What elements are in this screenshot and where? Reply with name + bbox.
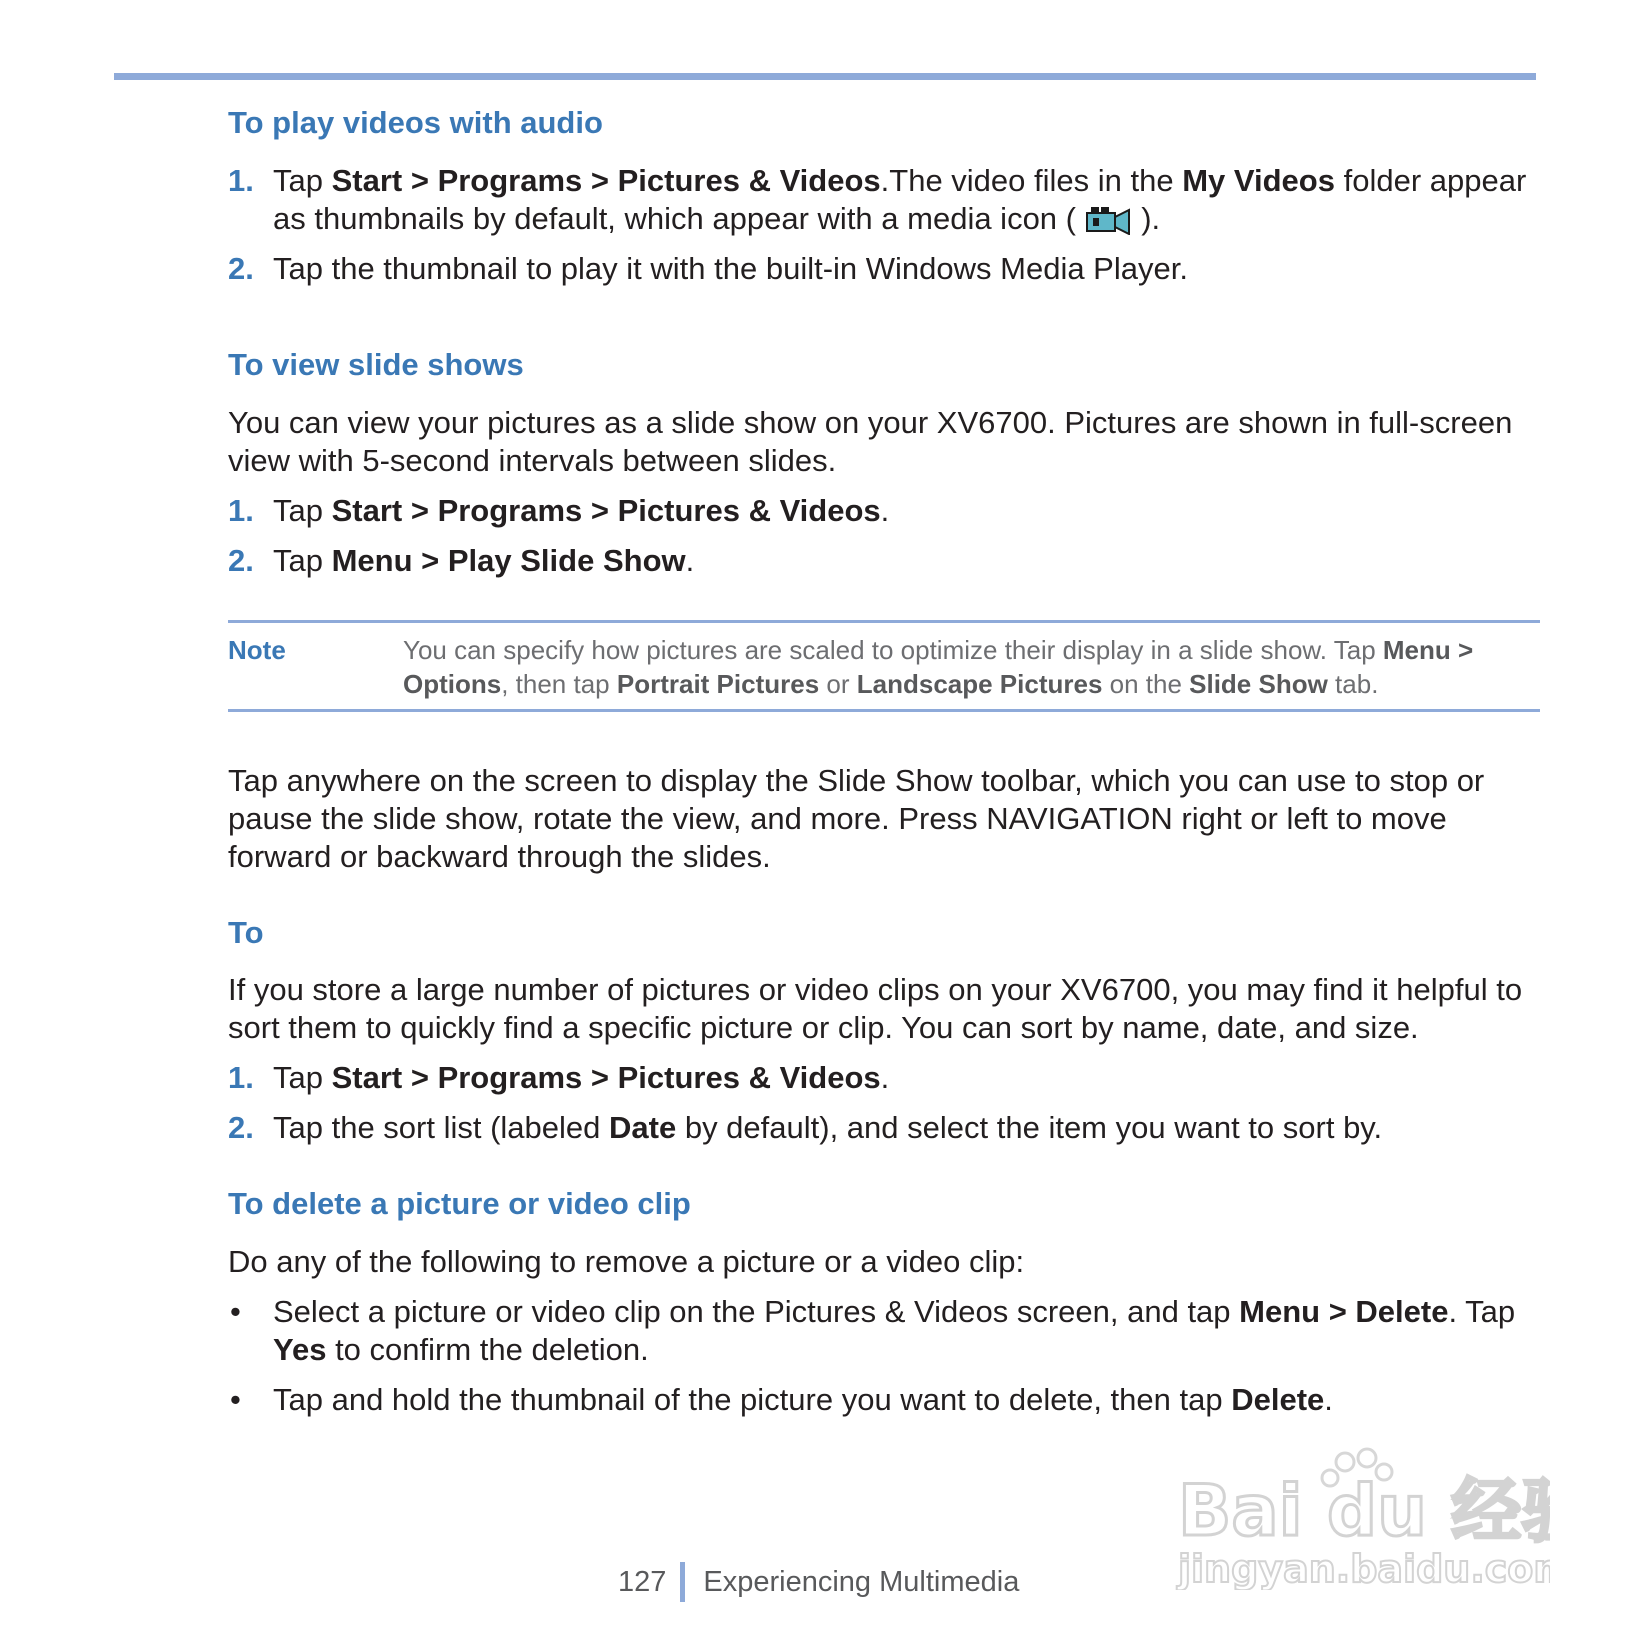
heading-delete: To delete a picture or video clip	[228, 1186, 691, 1222]
svg-text:jingyan.baidu.com: jingyan.baidu.com	[1178, 1547, 1550, 1590]
step-number: 1.	[228, 492, 254, 528]
list-item: 1. Tap Start > Programs > Pictures & Videos.	[228, 492, 890, 528]
step-number: 1.	[228, 162, 254, 198]
note-box	[228, 620, 1540, 712]
note-label: Note	[228, 634, 286, 665]
list-item: 1. Tap Start > Programs > Pictures & Videos.The video files in the My Videos folder appear as thumbnails by default, which appear with a media icon ( ).	[228, 162, 1527, 236]
delete-intro: Do any of the following to remove a picture or a video clip:	[228, 1244, 1025, 1280]
slide-shows-steps	[228, 492, 1540, 580]
page-number: 127	[618, 1565, 667, 1598]
page-footer	[618, 1562, 1019, 1602]
list-item: 2. Tap Menu > Play Slide Show.	[228, 542, 695, 578]
footer-divider	[680, 1562, 685, 1602]
step-number: 2.	[228, 542, 254, 578]
chapter-title: Experiencing Multimedia	[703, 1565, 1020, 1598]
delete-bullets	[228, 1293, 1540, 1419]
page-content	[228, 104, 1540, 1431]
bullet: •	[230, 1294, 241, 1330]
heading-sort: To	[228, 914, 264, 950]
list-item: 2. Tap the thumbnail to play it with the built-in Windows Media Player.	[228, 250, 1188, 286]
heading-slide-shows: To view slide shows	[228, 346, 524, 382]
media-icon	[1085, 205, 1133, 235]
top-rule	[114, 73, 1536, 80]
sort-intro: If you store a large number of pictures or video clips on your XV6700, you may find it helpful to sort them to quickly find a specific picture or clip. You can sort by name, date, and size.	[228, 972, 1523, 1046]
step-number: 2.	[228, 250, 254, 286]
heading-play-videos: To play videos with audio	[228, 105, 603, 140]
step-number: 2.	[228, 1110, 254, 1146]
slide-shows-intro: You can view your pictures as a slide show on your XV6700. Pictures are shown in full-screen view with 5-second intervals between slides.	[228, 404, 1513, 478]
step-number: 1.	[228, 1060, 254, 1096]
svg-text:Bai du 经验: Bai du 经验	[1178, 1470, 1550, 1552]
watermark-logo	[1170, 1440, 1550, 1595]
sort-steps	[228, 1059, 1540, 1147]
bullet: •	[230, 1382, 241, 1418]
list-item: 2. Tap the sort list (labeled Date by default), and select the item you want to sort by.	[228, 1110, 1383, 1146]
play-videos-steps	[228, 162, 1540, 288]
note-text: You can specify how pictures are scaled to optimize their display in a slide show. Tap Menu > Options, then tap Portrait Pictures or Landscape Pictures on the Slide Show tab.	[403, 634, 1474, 699]
list-item: • Select a picture or video clip on the Pictures & Videos screen, and tap Menu > Delete. Tap Yes to confirm the deletion.	[230, 1294, 1516, 1368]
toolbar-paragraph: Tap anywhere on the screen to display the Slide Show toolbar, which you can use to stop or pause the slide show, rotate the view, and more. Press NAVIGATION right or left to move forward or backward through the slides.	[228, 762, 1485, 874]
list-item: 1. Tap Start > Programs > Pictures & Videos.	[228, 1060, 890, 1096]
list-item: • Tap and hold the thumbnail of the picture you want to delete, then tap Delete.	[230, 1382, 1333, 1418]
